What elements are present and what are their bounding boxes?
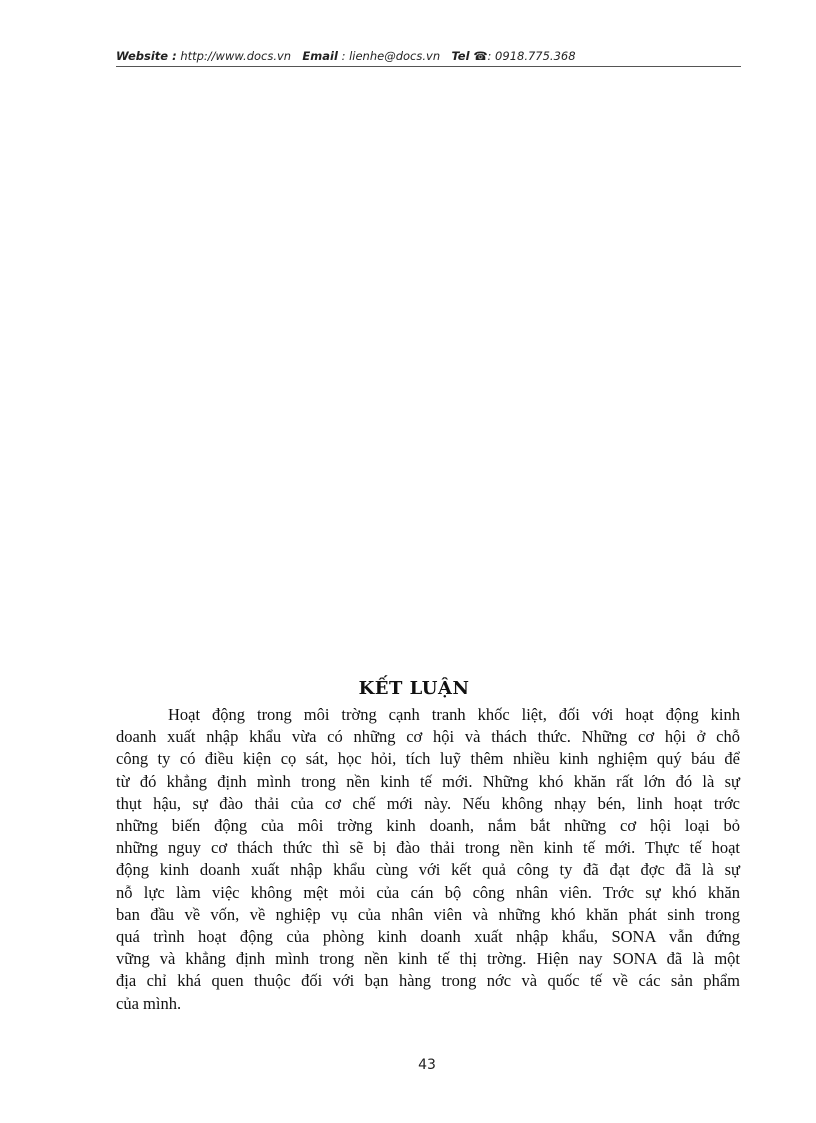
paragraph-line: ban đầu về vốn, về nghiệp vụ của nhân viên và những khó khăn phát sinh trong [116,904,740,924]
paragraph-line: vững và khẳng định mình trong nền kinh tế thị trờng. Hiện nay SONA đã là một [116,949,740,969]
header-divider [116,66,741,67]
paragraph-line: những biến động của môi trờng kinh doanh, nắm bắt những cơ hội loại bỏ [116,816,740,836]
paragraph-line: động kinh doanh xuất nhập khẩu cùng với kết quả công ty đã đạt đợc đã là sự [116,860,740,880]
paragraph-line: những nguy cơ thách thức thì sẽ bị đào thải trong nền kinh tế mới. Thực tế hoạt [116,838,740,858]
conclusion-paragraph [116,704,740,1015]
paragraph-line: quá trình hoạt động của phòng kinh doanh xuất nhập khẩu, SONA vẫn đứng [116,927,740,947]
page-header [116,49,741,63]
paragraph-line: công ty có điều kiện cọ sát, học hỏi, tích luỹ thêm nhiều kinh nghiệm quý báu để [116,749,740,769]
website-value: http://www.docs.vn [180,49,292,63]
tel-label: Tel [451,49,470,63]
tel-value: : 0918.775.368 [487,49,576,63]
paragraph-line: của mình. [116,993,182,1013]
email-label: Email [302,49,338,63]
email-value: : lienhe@docs.vn [341,49,441,63]
paragraph-line: doanh xuất nhập khẩu vừa có những cơ hội và thách thức. Những cơ hội ở chỗ [116,727,740,747]
paragraph-line: Hoạt động trong môi trờng cạnh tranh khốc liệt, đối với hoạt động kinh [168,705,740,724]
paragraph-line: nỗ lực làm việc không mệt mỏi của cán bộ công nhân viên. Trớc sự khó khăn [116,882,740,902]
website-label: Website : [116,49,177,63]
phone-icon: ☎ [473,49,488,63]
paragraph-line: từ đó khẳng định mình trong nền kinh tế mới. Những khó khăn rất lớn đó là sự [116,771,740,791]
page-number: 43 [418,1057,436,1073]
section-title: KẾT LUẬN [358,678,470,699]
paragraph-line: thụt hậu, sự đào thải của cơ chế mới này. Nếu không nhạy bén, linh hoạt trớc [116,793,740,813]
paragraph-line: địa chỉ khá quen thuộc đối với bạn hàng trong nớc và quốc tế về các sản phẩm [116,971,740,991]
